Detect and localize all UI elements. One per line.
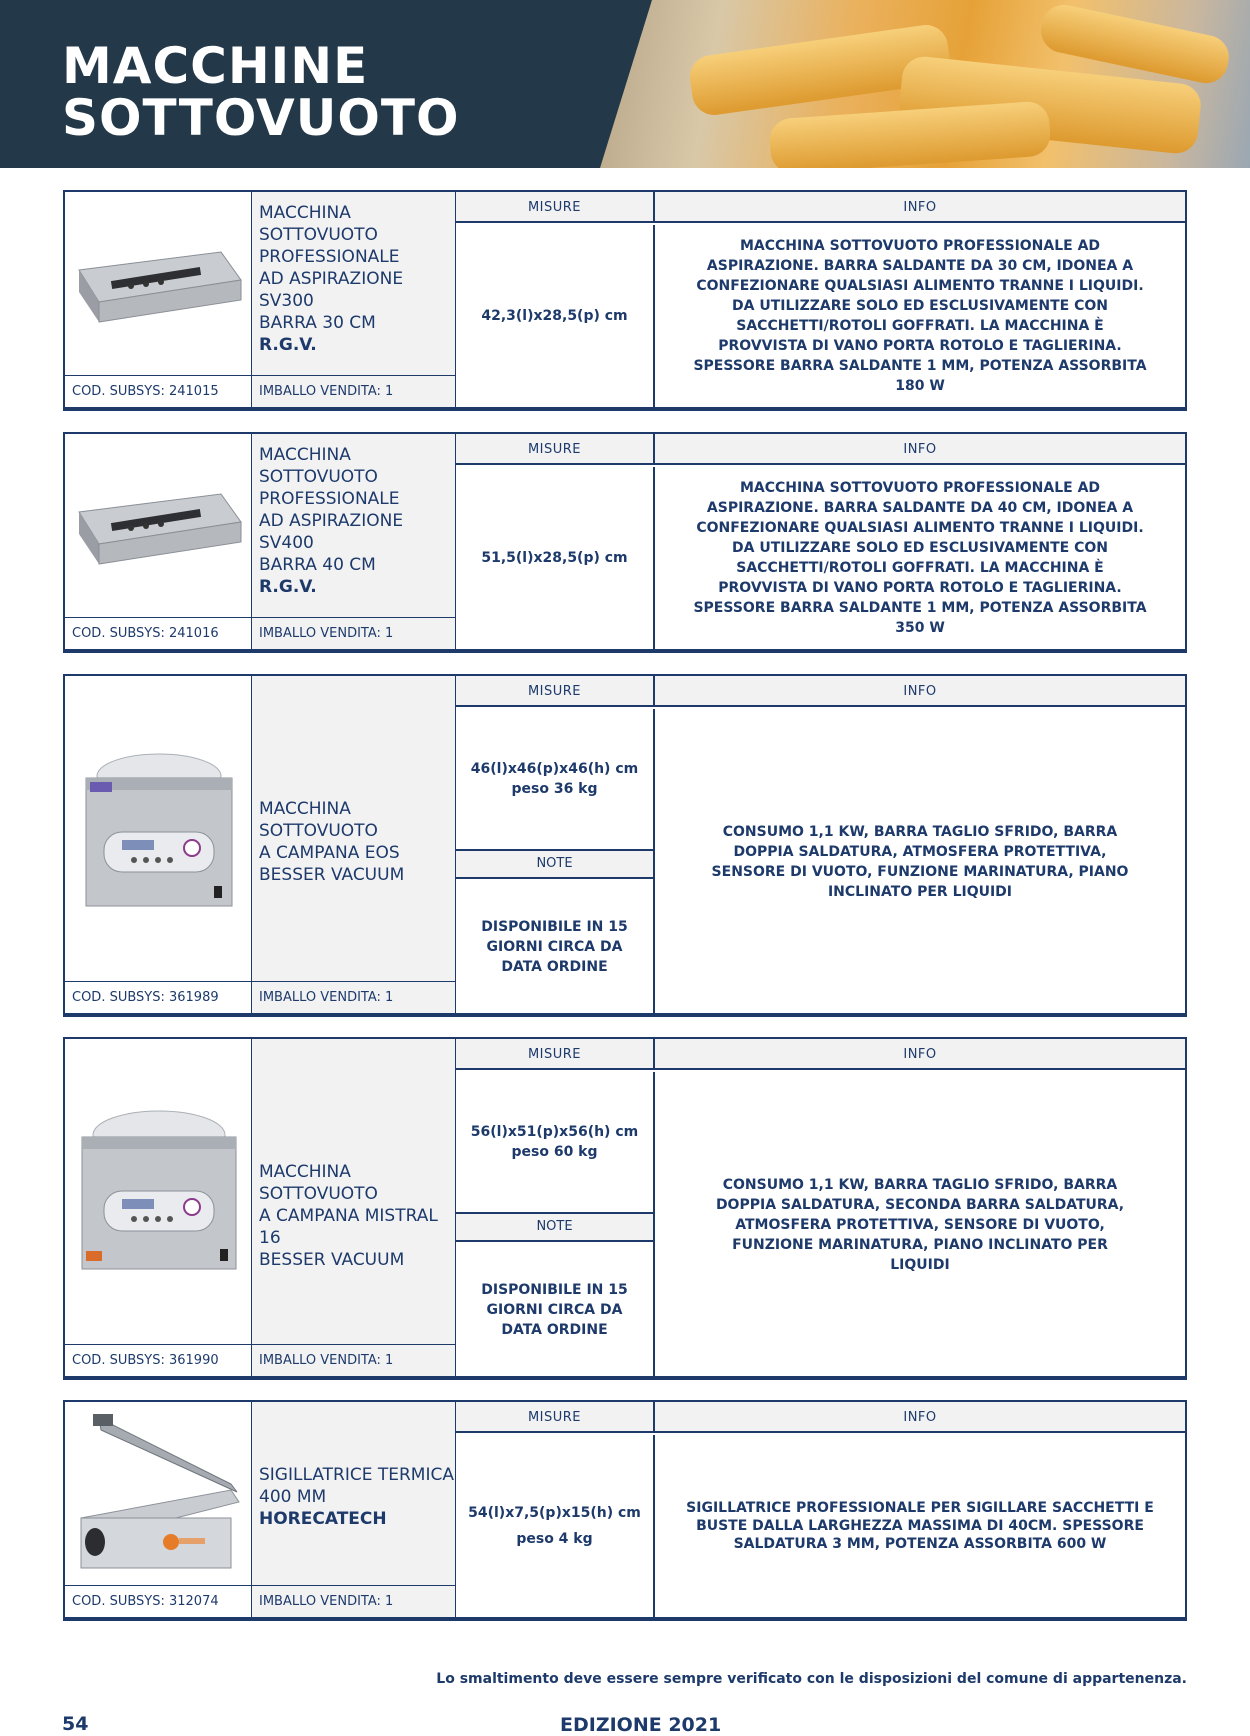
title-line-2: SOTTOVUOTO xyxy=(62,89,460,147)
product-image-cell xyxy=(65,434,252,617)
note-cell: DISPONIBILE IN 15 GIORNI CIRCA DA DATA ORDINE xyxy=(456,1242,655,1377)
measures-header: MISURE xyxy=(456,192,655,223)
product-card xyxy=(63,432,1187,650)
measures-value: 51,5(l)x28,5(p) cm xyxy=(481,550,628,566)
product-name-line: MACCHINA SOTTOVUOTO xyxy=(259,203,378,245)
product-image-cell xyxy=(65,192,252,375)
product-brand: R.G.V. xyxy=(259,335,317,355)
product-name-cell xyxy=(252,192,456,375)
weight-value: peso 36 kg xyxy=(511,781,598,797)
product-name-line: SV300 xyxy=(259,291,314,311)
measures-cell xyxy=(456,1072,655,1212)
measures-cell xyxy=(456,225,655,407)
product-name-cell xyxy=(252,434,456,617)
note-header: NOTE xyxy=(456,849,655,879)
product-name-line: AD ASPIRAZIONE xyxy=(259,511,404,531)
product-name-line: A CAMPANA MISTRAL 16 xyxy=(259,1206,438,1248)
product-name-line: MACCHINA SOTTOVUOTO xyxy=(259,445,378,487)
product-name-line: 400 MM xyxy=(259,1487,327,1507)
product-name-line: MACCHINA SOTTOVUOTO xyxy=(259,1162,378,1204)
heat-sealer-image xyxy=(71,1408,246,1578)
measures-header: MISURE xyxy=(456,676,655,707)
chamber-vacuum-machine-image xyxy=(74,746,244,916)
vacuum-bar-machine-image xyxy=(71,230,246,340)
product-card xyxy=(63,674,1187,1014)
page-number: 54 xyxy=(62,1713,89,1735)
measures-value: 42,3(l)x28,5(p) cm xyxy=(481,308,628,324)
product-pack: IMBALLO VENDITA: 1 xyxy=(252,617,456,649)
note-header: NOTE xyxy=(456,1212,655,1242)
product-image-cell xyxy=(65,1039,252,1344)
info-header: INFO xyxy=(655,192,1185,223)
product-name-line: MACCHINA SOTTOVUOTO xyxy=(259,799,378,841)
measures-value: 54(l)x7,5(p)x15(h) cm xyxy=(468,1505,641,1521)
product-name-cell xyxy=(252,1039,456,1344)
measures-cell xyxy=(456,709,655,849)
measures-value: 56(l)x51(p)x56(h) cm xyxy=(470,1124,639,1140)
info-header: INFO xyxy=(655,434,1185,465)
product-name-line: BESSER VACUUM xyxy=(259,865,405,885)
measures-cell xyxy=(456,1435,655,1617)
measures-cell xyxy=(456,467,655,649)
info-header: INFO xyxy=(655,1039,1185,1070)
fries-photo xyxy=(600,0,1250,168)
measures-header: MISURE xyxy=(456,434,655,465)
product-name-line: SV400 xyxy=(259,533,314,553)
info-cell: MACCHINA SOTTOVUOTO PROFESSIONALE AD ASPIRAZIONE. BARRA SALDANTE DA 30 CM, IDONEA A CONFEZIONARE QUALSIASI ALIMENTO TRANNE I LIQUIDI. DA UTILIZZARE SOLO ED ESCLUSIVAMENTE CON SACCHETTI/ROTOLI GOFFRATI. LA MACCHINA È PROVVISTA DI VANO PORTA ROTOLO E TAGLIERINA. SPESSORE BARRA SALDANTE 1 MM, POTENZA ASSORBITA 180 W xyxy=(693,238,1147,394)
product-pack: IMBALLO VENDITA: 1 xyxy=(252,1585,456,1617)
page-title xyxy=(62,37,460,147)
info-cell: CONSUMO 1,1 KW, BARRA TAGLIO SFRIDO, BARRA DOPPIA SALDATURA, ATMOSFERA PROTETTIVA, SENSORE DI VUOTO, FUNZIONE MARINATURA, PIANO INCLINATO PER LIQUIDI xyxy=(711,823,1129,900)
edition-label: EDIZIONE 2021 xyxy=(560,1714,722,1736)
product-code: COD. SUBSYS: 361990 xyxy=(65,1344,252,1376)
product-card xyxy=(63,190,1187,408)
chamber-vacuum-machine-image xyxy=(74,1105,244,1275)
product-brand: HORECATECH xyxy=(259,1509,387,1529)
measures-header: MISURE xyxy=(456,1039,655,1070)
product-code: COD. SUBSYS: 241016 xyxy=(65,617,252,649)
disposal-note: Lo smaltimento deve essere sempre verificato con le disposizioni del comune di appartenenza. xyxy=(436,1671,1187,1687)
product-image-cell xyxy=(65,676,252,981)
weight-value: peso 60 kg xyxy=(511,1144,598,1160)
product-name-cell xyxy=(252,676,456,981)
info-cell: CONSUMO 1,1 KW, BARRA TAGLIO SFRIDO, BARRA DOPPIA SALDATURA, SECONDA BARRA SALDATURA, ATMOSFERA PROTETTIVA, SENSORE DI VUOTO, FUNZIONE MARINATURA, PIANO INCLINATO PER LIQUIDI xyxy=(715,1176,1125,1273)
product-code: COD. SUBSYS: 241015 xyxy=(65,375,252,407)
note-cell: DISPONIBILE IN 15 GIORNI CIRCA DA DATA ORDINE xyxy=(456,879,655,1014)
product-name-line: SIGILLATRICE TERMICA xyxy=(259,1465,454,1485)
product-name-line: PROFESSIONALE xyxy=(259,247,400,267)
product-name-cell xyxy=(252,1402,456,1585)
title-line-1: MACCHINE xyxy=(62,37,369,95)
product-code: COD. SUBSYS: 312074 xyxy=(65,1585,252,1617)
product-name-line: A CAMPANA EOS xyxy=(259,843,400,863)
product-name-line: PROFESSIONALE xyxy=(259,489,400,509)
product-image-cell xyxy=(65,1402,252,1585)
vacuum-bar-machine-image xyxy=(71,472,246,582)
weight-value: peso 4 kg xyxy=(516,1531,593,1547)
product-brand: R.G.V. xyxy=(259,577,317,597)
info-cell: SIGILLATRICE PROFESSIONALE PER SIGILLARE SACCHETTI E BUSTE DALLA LARGHEZZA MASSIMA DI 40CM. SPESSORE SALDATURA 3 MM, POTENZA ASSORBITA 600 W xyxy=(686,1500,1154,1552)
product-code: COD. SUBSYS: 361989 xyxy=(65,981,252,1013)
info-cell: MACCHINA SOTTOVUOTO PROFESSIONALE AD ASPIRAZIONE. BARRA SALDANTE DA 40 CM, IDONEA A CONFEZIONARE QUALSIASI ALIMENTO TRANNE I LIQUIDI. DA UTILIZZARE SOLO ED ESCLUSIVAMENTE CON SACCHETTI/ROTOLI GOFFRATI. LA MACCHINA È PROVVISTA DI VANO PORTA ROTOLO E TAGLIERINA. SPESSORE BARRA SALDANTE 1 MM, POTENZA ASSORBITA 350 W xyxy=(693,480,1147,636)
product-pack: IMBALLO VENDITA: 1 xyxy=(252,981,456,1013)
product-name-line: AD ASPIRAZIONE xyxy=(259,269,404,289)
product-name-line: BARRA 30 CM xyxy=(259,313,376,333)
page-header xyxy=(0,0,1250,168)
product-name-line: BARRA 40 CM xyxy=(259,555,376,575)
info-header: INFO xyxy=(655,676,1185,707)
info-header: INFO xyxy=(655,1402,1185,1433)
product-pack: IMBALLO VENDITA: 1 xyxy=(252,1344,456,1376)
product-pack: IMBALLO VENDITA: 1 xyxy=(252,375,456,407)
product-card xyxy=(63,1400,1187,1618)
product-name-line: BESSER VACUUM xyxy=(259,1250,405,1270)
measures-header: MISURE xyxy=(456,1402,655,1433)
product-card xyxy=(63,1037,1187,1377)
measures-value: 46(l)x46(p)x46(h) cm xyxy=(470,761,639,777)
